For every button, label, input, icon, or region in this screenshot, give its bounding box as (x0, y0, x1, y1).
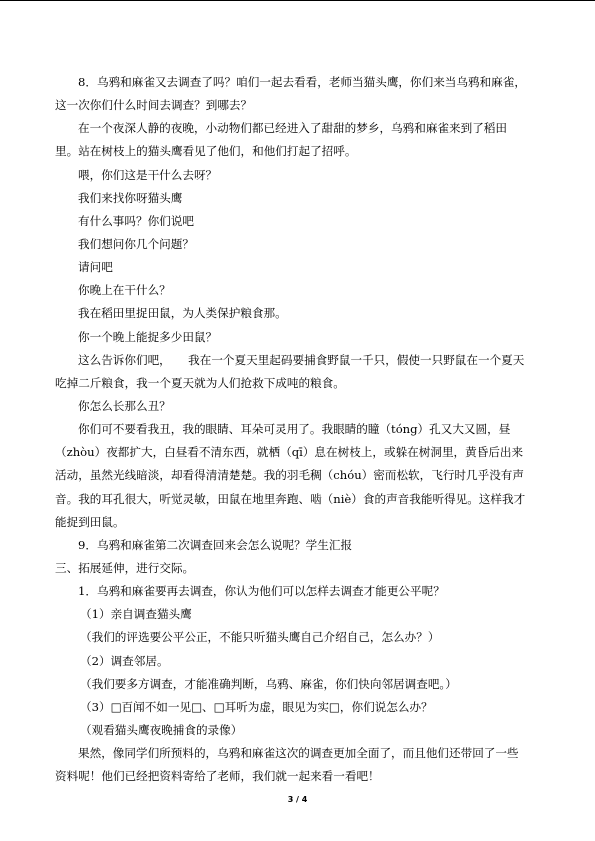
document-body (55, 71, 545, 788)
text-line: 你一个晚上能捉多少田鼠？ (78, 329, 218, 344)
text-line: 在一个夜深人静的夜晚，小动物们都已经进入了甜甜的梦乡，乌鸦和麻雀来到了稻田 (78, 121, 507, 136)
text-line: 音。我的耳孔很大，听觉灵敏，田鼠在地里奔跑、啮（niè）食的声音我能听得见。这样我才 (55, 491, 526, 506)
text-line: （观看猫头鹰夜晚捕食的录像） (80, 722, 243, 737)
text-line: （我们的评选要公平公正，不能只听猫头鹰自己介绍自己，怎么办？） (80, 630, 440, 645)
header-rule (0, 0, 595, 1)
text-line: 请问吧 (78, 260, 113, 275)
text-line: （我们要多方调查，才能准确判断，乌鸦、麻雀，你们快向邻居调查吧。） (80, 676, 457, 691)
text-line: 8．乌鸦和麻雀又去调查了吗？咱们一起去看看，老师当猫头鹰，你们来当乌鸦和麻雀， (78, 75, 526, 89)
text-line: 果然，像同学们所预料的，乌鸦和麻雀这次的调查更加全面了，而且他们还带回了一些 (78, 746, 519, 761)
text-line: 我们想问你几个问题？ (78, 236, 194, 251)
text-line: 你怎么长那么丑？ (78, 398, 171, 413)
text-line: 这一次你们什么时间去调查？到哪去？ (55, 98, 253, 113)
text-line: 我们来找你呀猫头鹰 (78, 190, 183, 205)
text-line: 我在稻田里捉田鼠，为人类保护粮食那。 (78, 306, 287, 321)
text-line: （3）□百闻不如一见□、□耳听为虚，眼见为实□，你们说怎么办？ (80, 699, 433, 714)
text-line: （zhòu）夜都扩大，白昼看不清东西，就栖（qī）息在树枝上，或躲在树洞里，黄昏后出来 (55, 445, 524, 460)
text-line: 1．乌鸦和麻雀要再去调查，你认为他们可以怎样去调查才能更公平呢？ (78, 584, 445, 599)
text-line: 活动，虽然光线暗淡，却看得清清楚楚。我的羽毛稠（chóu）密而松软，飞行时几乎没有声 (55, 468, 524, 483)
text-line: 这么告诉你们吧， 我在一个夏天里起码要捕食野鼠一千只，假使一只野鼠在一个夏天 (78, 352, 525, 367)
text-line: （2）调查邻居。 (80, 653, 169, 668)
text-line: 吃掉二斤粮食，我一个夏天就为人们抢救下成吨的粮食。 (55, 375, 345, 390)
text-line: 三、拓展延伸，进行交际。 (55, 560, 195, 575)
page-number: 3 / 4 (287, 795, 308, 804)
text-line: 喂，你们这是干什么去呀？ (78, 167, 218, 182)
text-line: 你们可不要看我丑，我的眼睛、耳朵可灵用了。我眼睛的瞳（tóng）孔又大又圆，昼 (78, 422, 511, 437)
text-line: 有什么事吗？你们说吧 (78, 213, 194, 228)
text-line: 里。站在树枝上的猫头鹰看见了他们，和他们打起了招呼。 (55, 144, 357, 159)
text-line: 能捉到田鼠。 (55, 514, 125, 529)
text-line: 资料呢！他们已经把资料寄给了老师，我们就一起来看一看吧！ (55, 769, 380, 784)
text-line: （1）亲自调查猫头鹰 (80, 607, 192, 622)
text-line: 9．乌鸦和麻雀第二次调查回来会怎么说呢？学生汇报 (78, 537, 353, 552)
text-line: 你晚上在干什么？ (78, 283, 171, 298)
